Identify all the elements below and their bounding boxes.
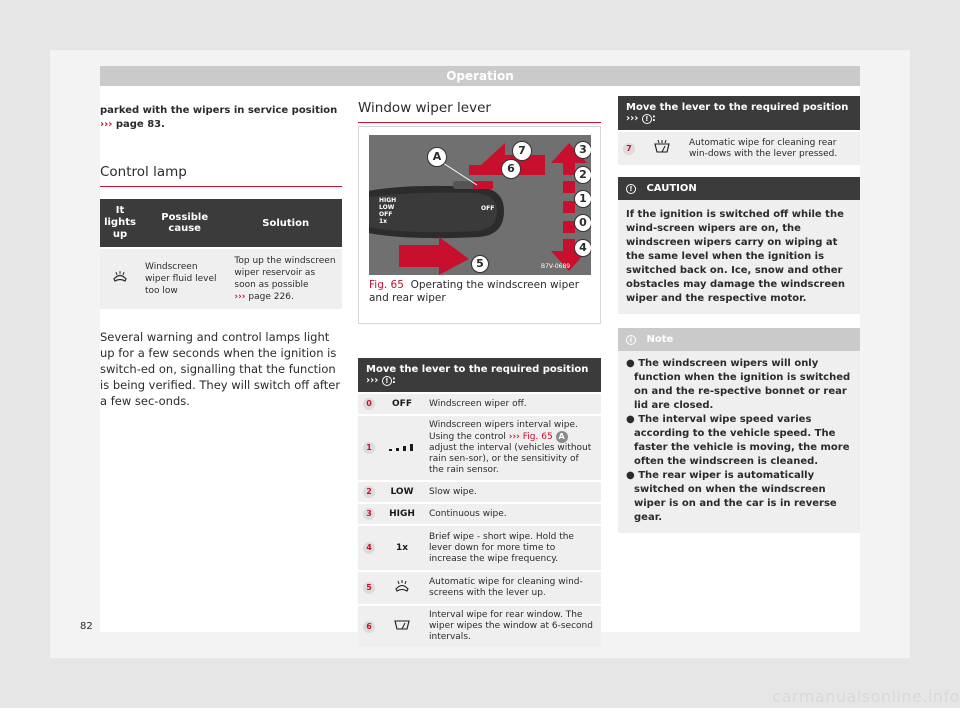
intro-text: parked with the wipers in service position ››› page 83.: [100, 105, 338, 130]
figure-label-7: 7: [512, 141, 532, 161]
caution-box: ! CAUTION If the ignition is switched off while the wind-screen wipers are on, the windscreen wipers carry on wiping at the same level when the ignition is switched back on. Ice, snow and other obstacles may damage the windscreen wiper and the respective motor.: [618, 177, 860, 314]
link-arrows: ›››: [100, 119, 113, 130]
figure-label-0: 0: [574, 214, 591, 232]
figure-caption: Fig. 65 Operating the windscreen wiper and rear wiper: [369, 279, 580, 304]
cause-cell: Windscreen wiper fluid level too low: [140, 248, 229, 309]
table-row: 6 Interval wipe for rear window. The wiper wipes the window at 6-second intervals.: [358, 605, 601, 647]
rear-washer-icon: [653, 140, 671, 154]
figure-label-a: A: [427, 147, 447, 167]
figure-65: [358, 126, 601, 324]
page-link[interactable]: page 226: [248, 292, 291, 302]
body-paragraph: Several warning and control lamps light up for a few seconds when the ignition is switch-ed on, signalling that the function is being verified. They will switch off after a few sec-onds.: [100, 330, 341, 408]
column-header: Solution: [229, 199, 342, 248]
lever-scale: HIGH LOW OFF 1x: [379, 197, 397, 225]
page-link[interactable]: page 83: [115, 119, 162, 130]
figure-link[interactable]: Fig. 65: [522, 432, 553, 442]
figure-label-4: 4: [574, 239, 591, 257]
figure-label-6: 6: [501, 159, 521, 179]
note-box: i Note ● The windscreen wipers will only function when the ignition is switched on and the re-spective bonnet or rear lid are closed. ● The interval wipe speed varies according to the vehicle speed. The faster the vehicle is moving, the more often the windscreen is cleaned. ● The rear wiper is automatically switched on when the windscreen wiper is on and the car is in reverse gear.: [618, 328, 860, 533]
warning-symbol: !: [382, 376, 392, 386]
page-header: Operation: [100, 66, 860, 86]
figure-label-5: 5: [471, 255, 489, 273]
manual-page: [100, 66, 860, 642]
caution-icon: !: [626, 184, 636, 194]
section-title-control-lamp: Control lamp: [100, 160, 342, 187]
table-row: 2 LOW Slow wipe.: [358, 481, 601, 503]
position-symbol: 1x: [380, 525, 424, 571]
table-row: 5 Automatic wipe for cleaning wind-screens with the lever up.: [358, 571, 601, 605]
figure-label-2: 2: [574, 166, 591, 184]
wiper-lever-illustration: [369, 135, 591, 275]
table-row: 1 Windscreen wipers interval wipe. Using the control ››› Fig. 65 A adjust the interval (vehicles without rain sen-sor), or the sensitivity of the rain sensor.: [358, 415, 601, 481]
position-symbol: LOW: [380, 481, 424, 503]
figure-label-3: 3: [574, 141, 591, 159]
washer-fluid-icon: [112, 270, 128, 284]
rear-off-label: OFF: [481, 205, 495, 212]
column-header: It lights up: [100, 199, 140, 248]
note-bullet: ● The interval wipe speed varies according to the vehicle speed. The faster the vehicle is moving, the more often the windscreen is cleaned.: [626, 414, 850, 467]
note-bullet: ● The rear wiper is automatically switched on when the windscreen wiper is on and the car is in reverse gear.: [626, 470, 837, 523]
lever-position-table: Move the lever to the required position ››› ! : 0 OFF Windscreen wiper off. 1 Windscreen wipers interval wipe. Using the control ››› Fig. 65 A adjust the interval (vehicles without rain sen-sor), or the sensitivity of the rain sensor. 2 LOW Slow wipe. 3 HIGH Continuous wipe. 4 1x Brief wipe - short wipe. Hold the lever down for more time to increase the wipe frequency. 5 Automatic wipe for cleaning wind-screens with the lever up. 6 Interval wipe for rear window. The wiper wipes the window at 6-second intervals.: [358, 358, 601, 647]
column-header: Possible cause: [140, 199, 229, 248]
position-symbol: HIGH: [380, 503, 424, 525]
warning-symbol: !: [642, 114, 652, 124]
column-left: [100, 96, 342, 409]
control-a-marker: A: [556, 431, 568, 443]
column-right: [618, 96, 860, 533]
table-row: [100, 248, 342, 309]
rear-wiper-icon: [393, 619, 411, 631]
table-row: 3 HIGH Continuous wipe.: [358, 503, 601, 525]
position-symbol: OFF: [380, 393, 424, 415]
caution-text: If the ignition is switched off while the wind-screen wipers are on, the windscreen wipers carry on wiping at the same level when the ignition is switched back on. Ice, snow and other obstacles may damage the windscreen wiper and the respective motor.: [626, 209, 846, 304]
solution-cell: Top up the windscreen wiper reservoir as soon as possible ››› page 226.: [229, 248, 342, 309]
watermark: carmanualsonline.info: [772, 687, 960, 706]
info-icon: i: [626, 335, 636, 345]
section-title-wiper-lever: Window wiper lever: [358, 96, 601, 123]
interval-wipe-icon: [387, 441, 417, 451]
figure-code: B7V-0689: [541, 263, 571, 270]
page-number: 82: [80, 621, 93, 632]
figure-label-1: 1: [574, 190, 591, 208]
table-row: 4 1x Brief wipe - short wipe. Hold the lever down for more time to increase the wipe frequency.: [358, 525, 601, 571]
table-row: 0 OFF Windscreen wiper off.: [358, 393, 601, 415]
table-row: 7 Automatic wipe for cleaning rear win-dows with the lever pressed.: [618, 131, 860, 165]
note-bullet: ● The windscreen wipers will only function when the ignition is switched on and the re-spective bonnet or rear lid are closed.: [626, 358, 851, 411]
control-lamp-table: [100, 199, 342, 309]
lever-position-table-continued: Move the lever to the required position ››› ! : 7 Automatic wipe for cleaning rear win-dows with the lever pressed.: [618, 96, 860, 165]
rain-sensor-wipe-icon: [394, 579, 410, 593]
